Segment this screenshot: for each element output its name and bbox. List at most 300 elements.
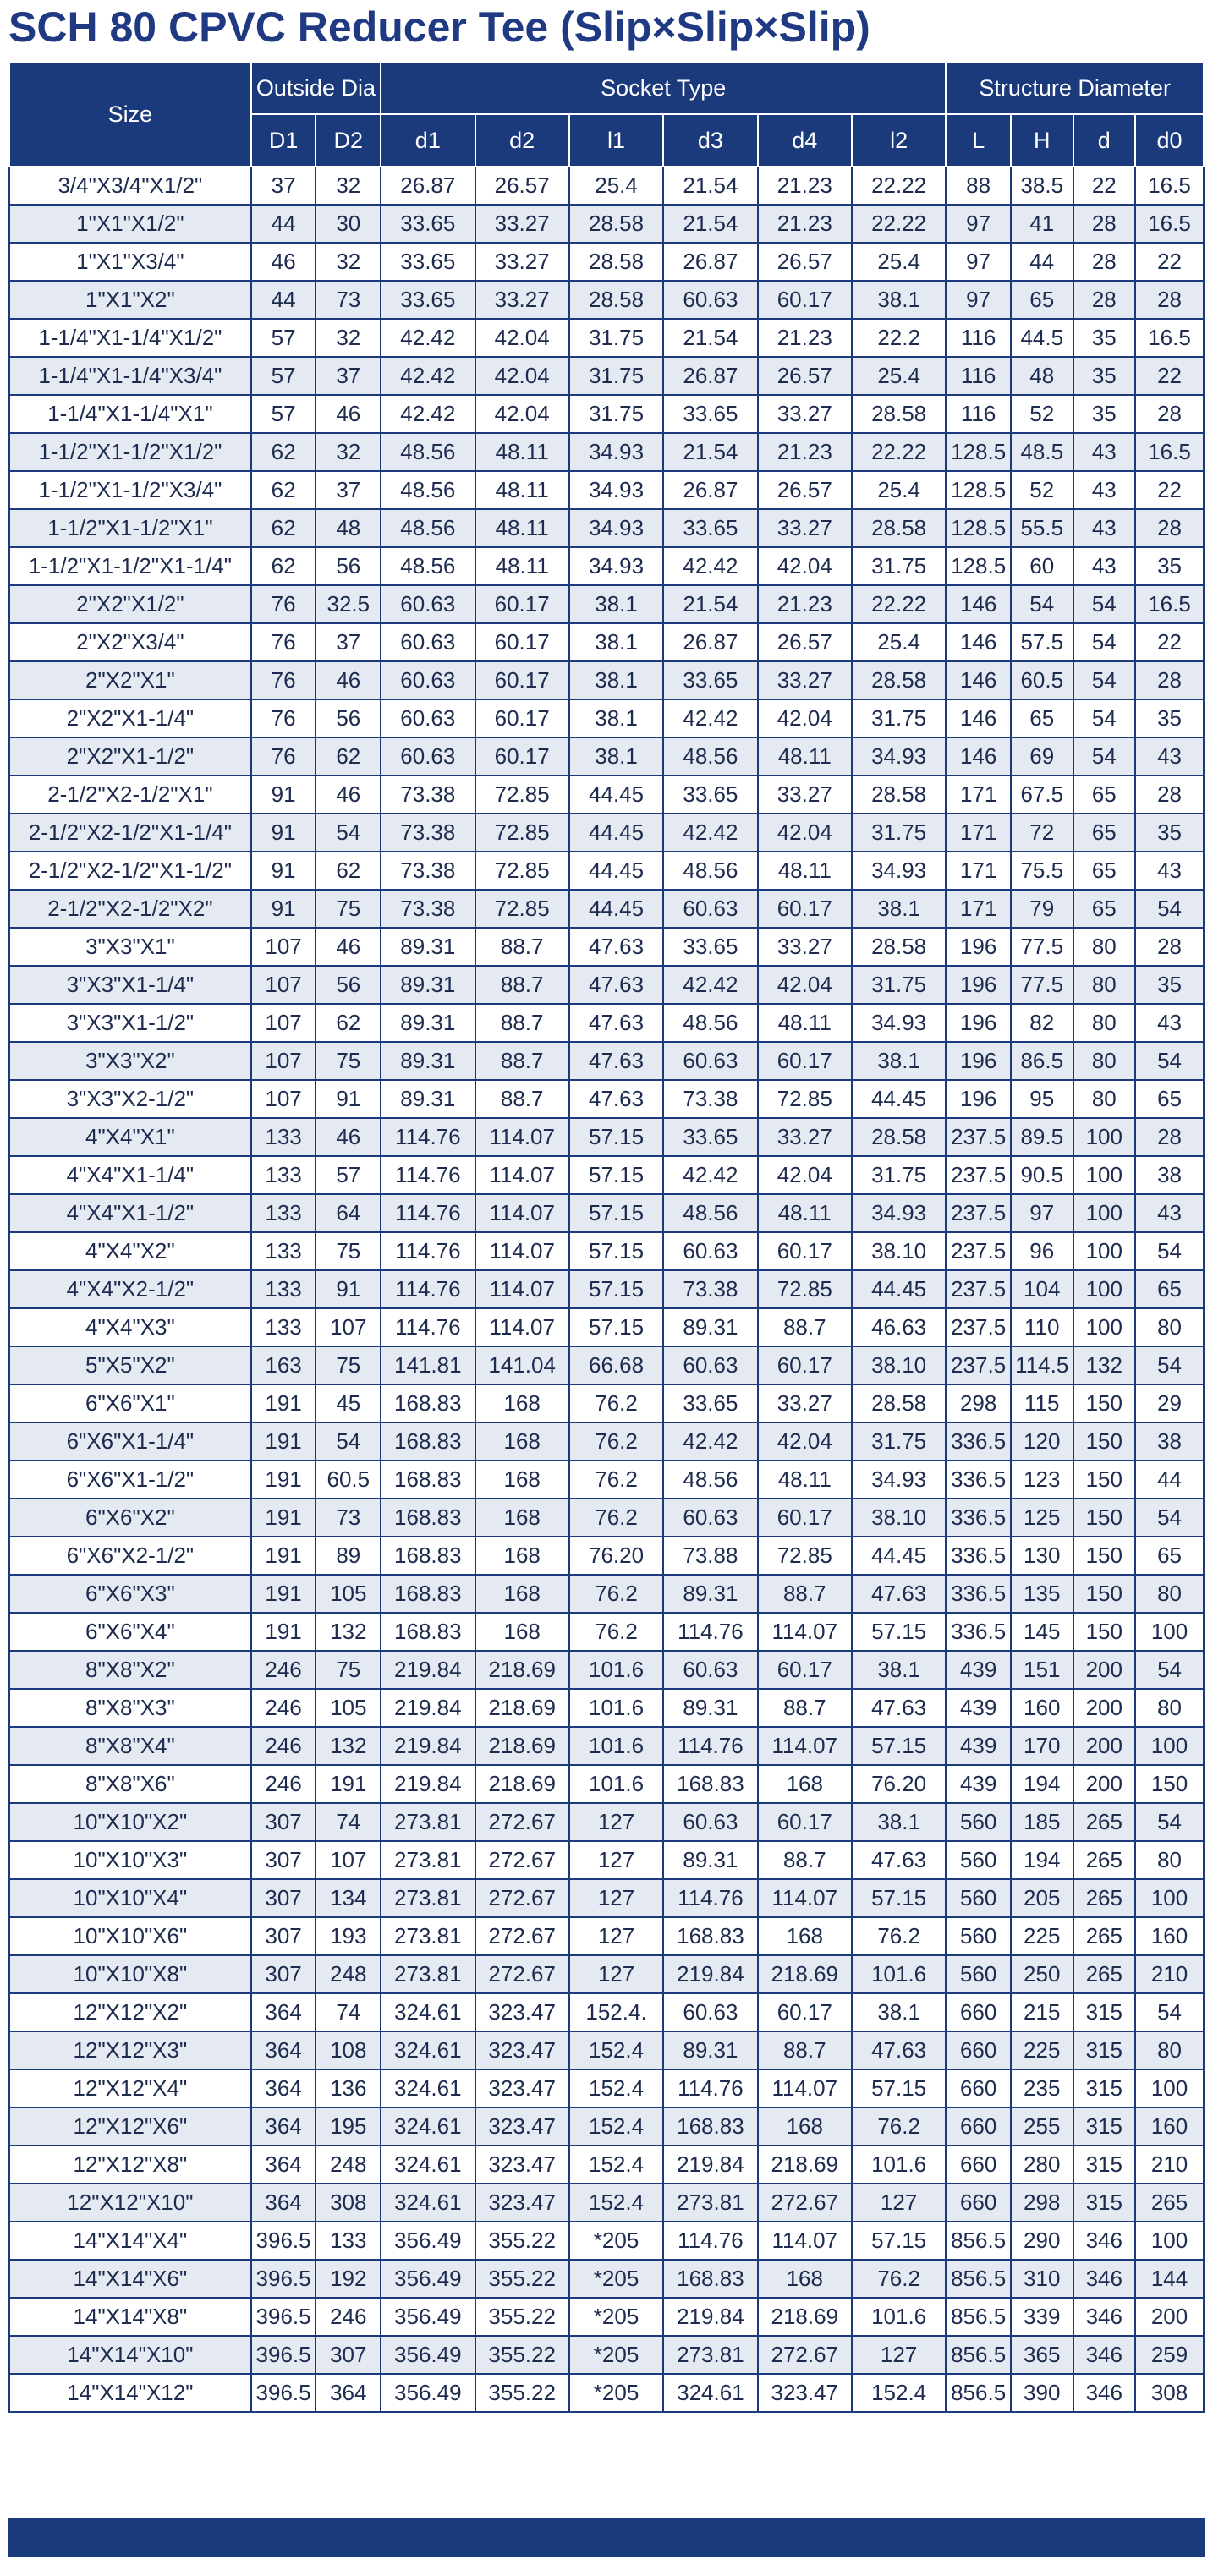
- table-cell: 152.4.: [569, 1993, 663, 2031]
- table-cell: 364: [251, 2107, 316, 2146]
- table-body: [9, 167, 1204, 2412]
- table-cell: 127: [569, 1917, 663, 1955]
- table-cell: 560: [946, 1841, 1011, 1879]
- header-d2: d2: [475, 114, 569, 167]
- table-cell: 38.1: [852, 890, 946, 928]
- table-cell: 324.61: [381, 2146, 475, 2184]
- table-cell: 32: [316, 243, 381, 281]
- table-cell: 660: [946, 2184, 1011, 2222]
- table-cell: 43: [1135, 852, 1204, 890]
- table-cell: 100: [1135, 1613, 1204, 1651]
- table-cell: 72.85: [475, 890, 569, 928]
- table-row: [9, 1004, 1204, 1042]
- table-cell: 60.17: [758, 890, 852, 928]
- table-cell: 246: [251, 1689, 316, 1727]
- table-cell: 272.67: [475, 1803, 569, 1841]
- table-cell: 76: [251, 585, 316, 623]
- table-cell: 86.5: [1011, 1042, 1073, 1080]
- table-cell: 35: [1073, 357, 1136, 395]
- table-cell: 62: [251, 509, 316, 547]
- table-cell: 35: [1073, 319, 1136, 357]
- table-cell: 60.17: [758, 1993, 852, 2031]
- table-cell: 219.84: [381, 1651, 475, 1689]
- table-cell: 57.15: [569, 1118, 663, 1156]
- table-cell: 57.15: [569, 1232, 663, 1270]
- table-cell: 439: [946, 1651, 1011, 1689]
- table-cell: 76.2: [852, 1917, 946, 1955]
- table-cell: 76.2: [569, 1461, 663, 1499]
- table-row: [9, 1270, 1204, 1308]
- table-cell: 42.42: [663, 699, 757, 737]
- size-cell: 14"X14"X6": [9, 2260, 251, 2298]
- table-row: [9, 1461, 1204, 1499]
- table-cell: 60.63: [663, 1346, 757, 1384]
- table-cell: 127: [852, 2336, 946, 2374]
- table-cell: 307: [251, 1917, 316, 1955]
- table-cell: 88.7: [758, 2031, 852, 2069]
- table-cell: 307: [251, 1841, 316, 1879]
- table-cell: 120: [1011, 1422, 1073, 1461]
- table-cell: 237.5: [946, 1194, 1011, 1232]
- table-cell: 62: [251, 433, 316, 471]
- table-cell: 22: [1135, 623, 1204, 661]
- table-cell: 315: [1073, 2069, 1136, 2107]
- table-cell: 324.61: [381, 2107, 475, 2146]
- table-cell: 60.63: [381, 623, 475, 661]
- table-cell: 144: [1135, 2260, 1204, 2298]
- table-cell: 44.45: [852, 1537, 946, 1575]
- table-cell: 152.4: [569, 2146, 663, 2184]
- table-row: [9, 2069, 1204, 2107]
- table-cell: 168: [475, 1537, 569, 1575]
- table-cell: 265: [1073, 1841, 1136, 1879]
- table-cell: 100: [1135, 1727, 1204, 1765]
- table-cell: 88.7: [475, 966, 569, 1004]
- table-cell: 33.27: [758, 928, 852, 966]
- table-cell: 38.1: [852, 1651, 946, 1689]
- table-cell: 307: [251, 1879, 316, 1917]
- table-cell: 219.84: [663, 2146, 757, 2184]
- table-cell: 128.5: [946, 471, 1011, 509]
- table-cell: 196: [946, 966, 1011, 1004]
- table-cell: 80: [1073, 966, 1136, 1004]
- size-cell: 12"X12"X3": [9, 2031, 251, 2069]
- table-cell: 128.5: [946, 547, 1011, 585]
- table-cell: 28.58: [852, 1118, 946, 1156]
- table-cell: 25.4: [852, 623, 946, 661]
- table-row: [9, 1042, 1204, 1080]
- table-cell: 237.5: [946, 1346, 1011, 1384]
- table-cell: 259: [1135, 2336, 1204, 2374]
- table-row: [9, 966, 1204, 1004]
- table-cell: 28.58: [852, 776, 946, 814]
- table-cell: 116: [946, 357, 1011, 395]
- table-cell: 346: [1073, 2336, 1136, 2374]
- table-cell: 105: [316, 1689, 381, 1727]
- table-cell: 66.68: [569, 1346, 663, 1384]
- table-row: [9, 509, 1204, 547]
- table-cell: 168.83: [381, 1384, 475, 1422]
- table-cell: 48.56: [381, 471, 475, 509]
- table-cell: 272.67: [475, 1917, 569, 1955]
- table-cell: 856.5: [946, 2222, 1011, 2260]
- table-cell: 26.87: [381, 167, 475, 205]
- table-cell: 200: [1073, 1651, 1136, 1689]
- table-cell: 75: [316, 1651, 381, 1689]
- table-cell: 64: [316, 1194, 381, 1232]
- size-cell: 2"X2"X1-1/4": [9, 699, 251, 737]
- table-cell: 72.85: [475, 852, 569, 890]
- table-cell: 57.15: [852, 1879, 946, 1917]
- table-cell: 42.04: [475, 395, 569, 433]
- table-cell: 265: [1135, 2184, 1204, 2222]
- table-cell: 273.81: [663, 2184, 757, 2222]
- table-cell: 76: [251, 699, 316, 737]
- table-cell: 57.5: [1011, 623, 1073, 661]
- table-cell: 168: [475, 1499, 569, 1537]
- table-cell: 170: [1011, 1727, 1073, 1765]
- size-cell: 3"X3"X1": [9, 928, 251, 966]
- table-cell: 191: [251, 1499, 316, 1537]
- table-cell: 273.81: [381, 1879, 475, 1917]
- table-cell: 856.5: [946, 2298, 1011, 2336]
- table-cell: 33.65: [381, 243, 475, 281]
- table-cell: 272.67: [475, 1841, 569, 1879]
- table-row: [9, 1118, 1204, 1156]
- table-cell: 195: [316, 2107, 381, 2146]
- table-cell: 22.22: [852, 205, 946, 243]
- header-d1-outer: D1: [251, 114, 316, 167]
- table-row: [9, 1651, 1204, 1689]
- table-cell: 44.45: [569, 890, 663, 928]
- table-cell: 73.88: [663, 1537, 757, 1575]
- size-cell: 3"X3"X1-1/4": [9, 966, 251, 1004]
- table-cell: 48.56: [381, 433, 475, 471]
- table-cell: 185: [1011, 1803, 1073, 1841]
- table-cell: 54: [1135, 1499, 1204, 1537]
- table-cell: 114.76: [663, 1613, 757, 1651]
- table-cell: 33.27: [758, 1118, 852, 1156]
- table-cell: 79: [1011, 890, 1073, 928]
- table-row: [9, 471, 1204, 509]
- table-cell: 48.5: [1011, 433, 1073, 471]
- table-cell: 248: [316, 1955, 381, 1993]
- table-cell: 315: [1073, 2146, 1136, 2184]
- table-cell: 57: [251, 357, 316, 395]
- table-cell: 250: [1011, 1955, 1073, 1993]
- table-row: [9, 928, 1204, 966]
- table-cell: 308: [1135, 2374, 1204, 2412]
- table-cell: 80: [1073, 928, 1136, 966]
- table-cell: 346: [1073, 2260, 1136, 2298]
- table-cell: 38.5: [1011, 167, 1073, 205]
- table-cell: 43: [1073, 547, 1136, 585]
- table-cell: 218.69: [758, 2146, 852, 2184]
- table-cell: 60.63: [663, 1651, 757, 1689]
- table-cell: 660: [946, 2107, 1011, 2146]
- header-d: d: [1073, 114, 1136, 167]
- table-cell: 218.69: [758, 2298, 852, 2336]
- table-cell: 107: [316, 1308, 381, 1346]
- table-cell: 91: [251, 814, 316, 852]
- table-cell: 346: [1073, 2222, 1136, 2260]
- table-row: [9, 395, 1204, 433]
- table-cell: 219.84: [381, 1689, 475, 1727]
- table-cell: 200: [1073, 1727, 1136, 1765]
- table-cell: 54: [316, 1422, 381, 1461]
- table-cell: 89.31: [381, 966, 475, 1004]
- size-cell: 12"X12"X2": [9, 1993, 251, 2031]
- table-cell: 76.2: [569, 1575, 663, 1613]
- table-cell: 439: [946, 1727, 1011, 1765]
- table-row: [9, 2374, 1204, 2412]
- table-cell: 307: [251, 1803, 316, 1841]
- table-cell: 46: [316, 776, 381, 814]
- table-cell: 80: [1073, 1004, 1136, 1042]
- table-cell: 168.83: [381, 1499, 475, 1537]
- table-cell: 168.83: [663, 2107, 757, 2146]
- table-cell: 42.42: [381, 357, 475, 395]
- table-row: [9, 167, 1204, 205]
- table-cell: 856.5: [946, 2260, 1011, 2298]
- table-cell: 57.15: [569, 1270, 663, 1308]
- table-cell: 42.04: [475, 357, 569, 395]
- size-cell: 4"X4"X2-1/2": [9, 1270, 251, 1308]
- table-cell: 65: [1073, 814, 1136, 852]
- table-cell: 88.7: [475, 1042, 569, 1080]
- table-cell: 34.93: [852, 737, 946, 776]
- table-cell: 48.11: [758, 1004, 852, 1042]
- table-cell: 54: [1135, 890, 1204, 928]
- table-row: [9, 1308, 1204, 1346]
- table-cell: 88.7: [475, 1080, 569, 1118]
- table-cell: 660: [946, 1993, 1011, 2031]
- table-cell: 72.85: [475, 776, 569, 814]
- table-cell: 150: [1073, 1613, 1136, 1651]
- table-cell: 34.93: [569, 509, 663, 547]
- table-cell: 38.1: [569, 699, 663, 737]
- size-cell: 8"X8"X4": [9, 1727, 251, 1765]
- table-cell: 218.69: [475, 1651, 569, 1689]
- table-cell: 80: [1135, 1308, 1204, 1346]
- table-row: [9, 2107, 1204, 2146]
- size-cell: 4"X4"X1-1/4": [9, 1156, 251, 1194]
- table-cell: 194: [1011, 1841, 1073, 1879]
- table-cell: 272.67: [758, 2336, 852, 2374]
- table-cell: 44.45: [569, 814, 663, 852]
- table-cell: 127: [569, 1879, 663, 1917]
- table-cell: 33.65: [663, 776, 757, 814]
- table-cell: 60.5: [316, 1461, 381, 1499]
- table-cell: 336.5: [946, 1422, 1011, 1461]
- table-cell: 52: [1011, 395, 1073, 433]
- table-cell: 42.04: [758, 1422, 852, 1461]
- table-cell: 56: [316, 547, 381, 585]
- table-cell: 191: [251, 1422, 316, 1461]
- table-cell: 114.07: [758, 1879, 852, 1917]
- table-cell: 60.17: [475, 585, 569, 623]
- table-cell: 43: [1073, 509, 1136, 547]
- table-cell: 57.15: [852, 1613, 946, 1651]
- table-cell: 72.85: [758, 1080, 852, 1118]
- table-cell: 152.4: [569, 2184, 663, 2222]
- table-cell: 150: [1073, 1422, 1136, 1461]
- table-cell: 35: [1135, 814, 1204, 852]
- size-cell: 3/4"X3/4"X1/2": [9, 167, 251, 205]
- table-cell: 25.4: [852, 243, 946, 281]
- header-outside-dia: Outside Dia: [251, 62, 381, 114]
- table-cell: 88.7: [758, 1841, 852, 1879]
- table-cell: 89.31: [381, 1004, 475, 1042]
- table-cell: 28: [1135, 509, 1204, 547]
- table-cell: 54: [1135, 1346, 1204, 1384]
- table-cell: 16.5: [1135, 319, 1204, 357]
- table-cell: 28.58: [852, 1384, 946, 1422]
- table-cell: 355.22: [475, 2260, 569, 2298]
- table-cell: 95: [1011, 1080, 1073, 1118]
- table-cell: 21.23: [758, 433, 852, 471]
- table-cell: 280: [1011, 2146, 1073, 2184]
- table-cell: 37: [316, 357, 381, 395]
- table-cell: 75: [316, 1346, 381, 1384]
- table-cell: 97: [1011, 1194, 1073, 1232]
- table-cell: 168: [475, 1575, 569, 1613]
- table-row: [9, 1841, 1204, 1879]
- table-cell: 48.56: [663, 1461, 757, 1499]
- table-row: [9, 1384, 1204, 1422]
- table-cell: 57.15: [569, 1156, 663, 1194]
- table-cell: 114.07: [475, 1270, 569, 1308]
- table-cell: 33.65: [663, 395, 757, 433]
- table-cell: 80: [1135, 1575, 1204, 1613]
- size-cell: 10"X10"X3": [9, 1841, 251, 1879]
- size-cell: 10"X10"X6": [9, 1917, 251, 1955]
- table-cell: 47.63: [852, 1689, 946, 1727]
- table-cell: 65: [1073, 890, 1136, 928]
- table-cell: 265: [1073, 1955, 1136, 1993]
- table-cell: 67.5: [1011, 776, 1073, 814]
- table-cell: 60.17: [758, 1651, 852, 1689]
- table-cell: 356.49: [381, 2222, 475, 2260]
- table-cell: 130: [1011, 1537, 1073, 1575]
- table-cell: 60.17: [475, 737, 569, 776]
- table-row: [9, 433, 1204, 471]
- table-cell: 91: [251, 890, 316, 928]
- table-cell: 101.6: [569, 1651, 663, 1689]
- table-cell: 21.54: [663, 433, 757, 471]
- table-cell: 128.5: [946, 433, 1011, 471]
- table-cell: 42.42: [663, 966, 757, 1004]
- table-cell: 73.38: [663, 1270, 757, 1308]
- table-cell: 22.22: [852, 585, 946, 623]
- table-cell: 76.20: [569, 1537, 663, 1575]
- table-row: [9, 243, 1204, 281]
- table-cell: 323.47: [475, 2146, 569, 2184]
- table-cell: 42.42: [381, 319, 475, 357]
- table-cell: 168.83: [663, 1917, 757, 1955]
- table-cell: 218.69: [475, 1727, 569, 1765]
- table-cell: 336.5: [946, 1461, 1011, 1499]
- table-row: [9, 1346, 1204, 1384]
- size-cell: 1"X1"X1/2": [9, 205, 251, 243]
- table-cell: 356.49: [381, 2298, 475, 2336]
- table-cell: 60.17: [758, 1499, 852, 1537]
- table-cell: 42.04: [758, 547, 852, 585]
- table-cell: 48.11: [475, 471, 569, 509]
- table-cell: 52: [1011, 471, 1073, 509]
- table-row: [9, 281, 1204, 319]
- table-cell: 60.63: [663, 1803, 757, 1841]
- table-cell: 60.5: [1011, 661, 1073, 699]
- table-row: [9, 1156, 1204, 1194]
- table-cell: 246: [251, 1765, 316, 1803]
- table-cell: 42.04: [758, 966, 852, 1004]
- table-cell: 28.58: [852, 395, 946, 433]
- table-cell: 127: [569, 1841, 663, 1879]
- table-row: [9, 1993, 1204, 2031]
- header-structure-diameter: Structure Diameter: [946, 62, 1204, 114]
- table-cell: 364: [316, 2374, 381, 2412]
- size-cell: 6"X6"X4": [9, 1613, 251, 1651]
- table-row: [9, 1803, 1204, 1841]
- table-cell: 237.5: [946, 1118, 1011, 1156]
- table-cell: 89.5: [1011, 1118, 1073, 1156]
- size-cell: 2"X2"X1": [9, 661, 251, 699]
- size-cell: 8"X8"X2": [9, 1651, 251, 1689]
- table-cell: 62: [316, 737, 381, 776]
- table-cell: 168: [475, 1384, 569, 1422]
- table-cell: 91: [316, 1270, 381, 1308]
- table-cell: 47.63: [852, 1841, 946, 1879]
- table-header: [9, 62, 1204, 167]
- table-cell: 210: [1135, 2146, 1204, 2184]
- table-cell: 21.54: [663, 205, 757, 243]
- table-row: [9, 2336, 1204, 2374]
- table-cell: 114.07: [758, 1613, 852, 1651]
- table-cell: 194: [1011, 1765, 1073, 1803]
- table-cell: 215: [1011, 1993, 1073, 2031]
- table-cell: 42.04: [758, 699, 852, 737]
- table-cell: 171: [946, 890, 1011, 928]
- size-cell: 12"X12"X8": [9, 2146, 251, 2184]
- table-cell: 396.5: [251, 2222, 316, 2260]
- table-cell: 107: [251, 1080, 316, 1118]
- table-cell: 46: [316, 395, 381, 433]
- table-cell: 65: [1135, 1537, 1204, 1575]
- table-cell: 34.93: [852, 1461, 946, 1499]
- table-cell: 246: [251, 1651, 316, 1689]
- table-cell: 116: [946, 319, 1011, 357]
- table-cell: 55.5: [1011, 509, 1073, 547]
- table-row: [9, 1499, 1204, 1537]
- table-cell: 168: [475, 1613, 569, 1651]
- size-cell: 3"X3"X1-1/2": [9, 1004, 251, 1042]
- table-cell: 37: [251, 167, 316, 205]
- table-cell: 150: [1073, 1384, 1136, 1422]
- table-cell: 34.93: [569, 433, 663, 471]
- table-cell: 88.7: [758, 1689, 852, 1727]
- table-cell: 91: [251, 852, 316, 890]
- table-row: [9, 2298, 1204, 2336]
- table-cell: 44: [1011, 243, 1073, 281]
- table-cell: 125: [1011, 1499, 1073, 1537]
- size-cell: 1-1/2"X1-1/2"X1-1/4": [9, 547, 251, 585]
- table-cell: 219.84: [663, 1955, 757, 1993]
- table-cell: 21.23: [758, 585, 852, 623]
- table-cell: 132: [316, 1613, 381, 1651]
- size-cell: 2"X2"X1/2": [9, 585, 251, 623]
- table-row: [9, 1537, 1204, 1575]
